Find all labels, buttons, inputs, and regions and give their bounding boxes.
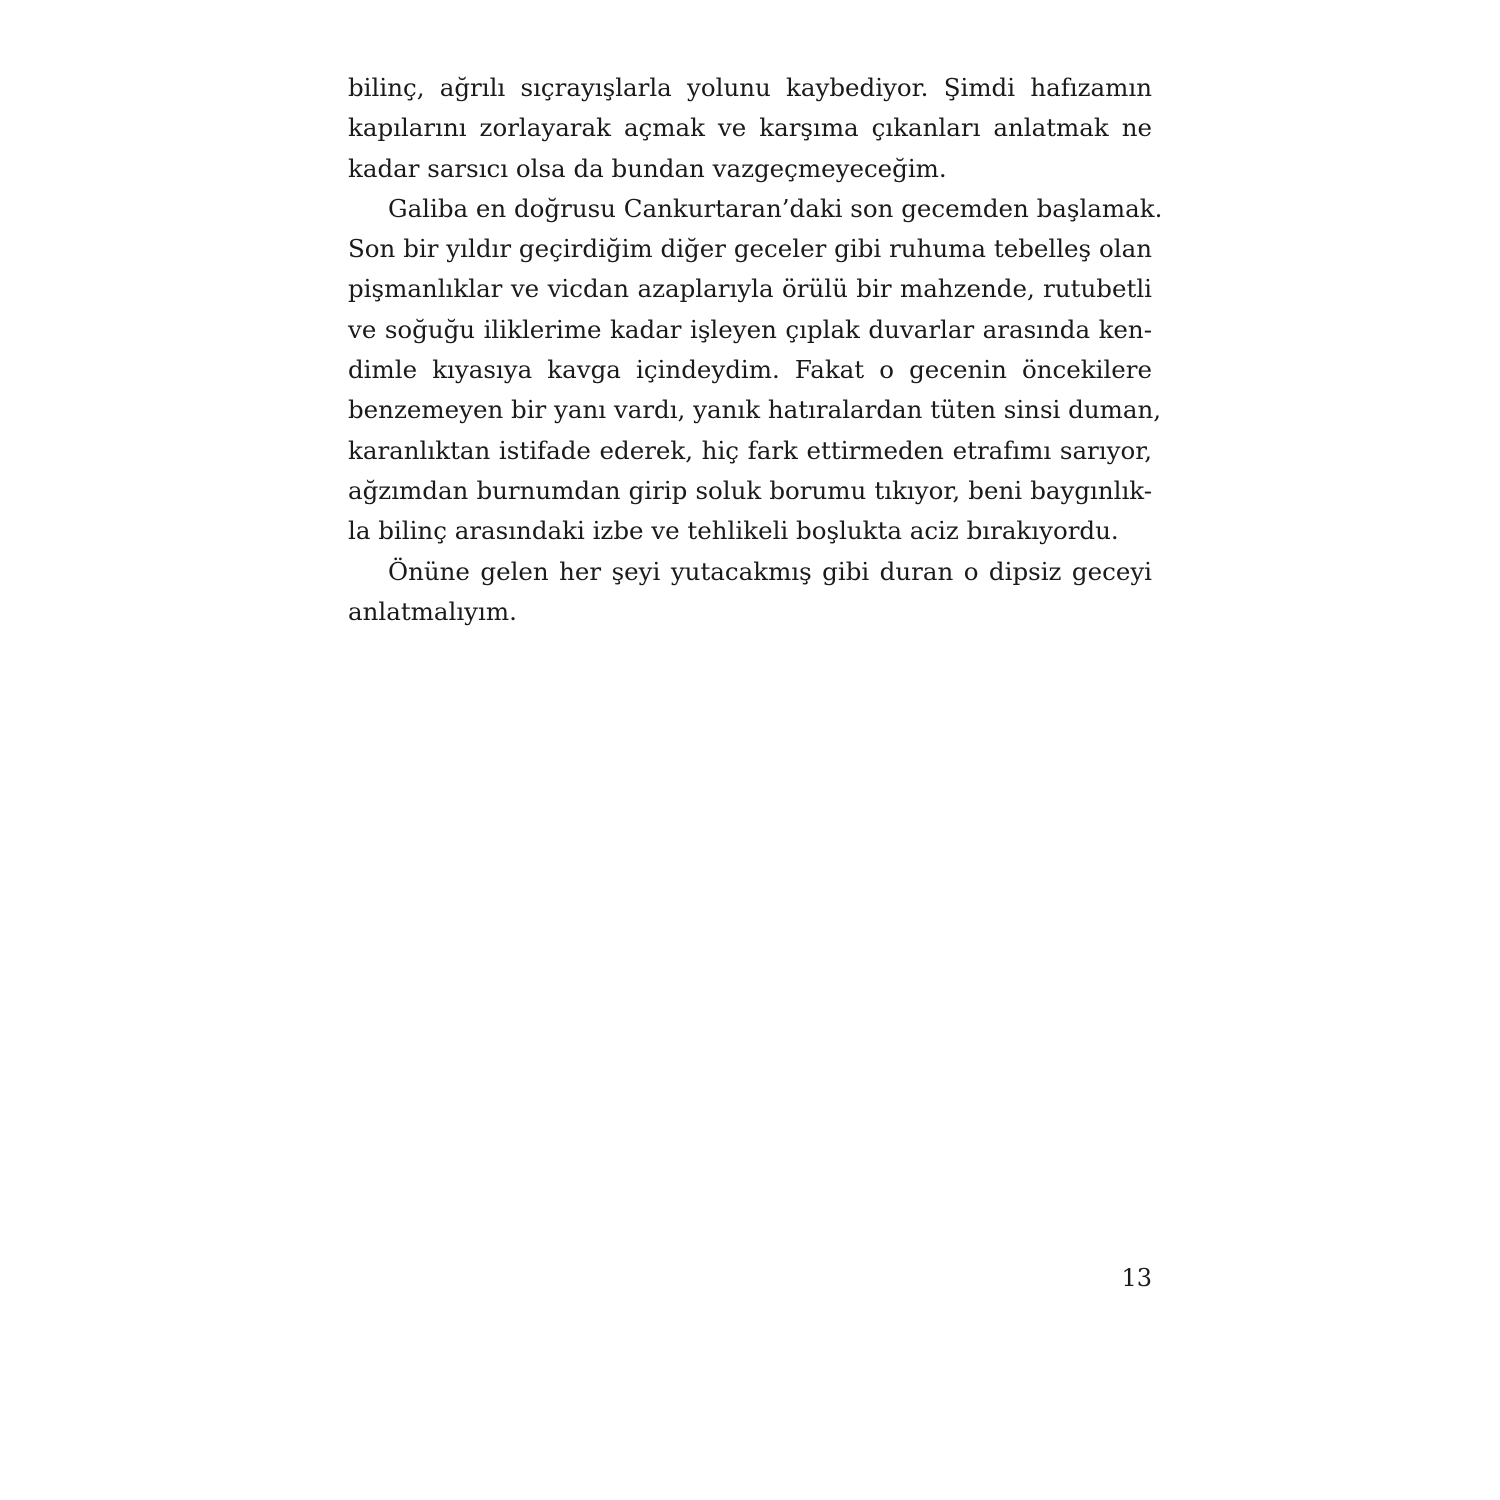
paragraph-1 <box>348 68 1152 189</box>
text-line: kadar sarsıcı olsa da bundan vazgeçmeyeceğim. <box>348 153 947 183</box>
text-line: dimle kıyasıya kavga içindeydim. Fakat o gecenin öncekilere <box>348 355 1152 385</box>
text-line: Galiba en doğrusu Cankurtaran’daki son gecemden başlamak. <box>388 193 1163 223</box>
page-number: 13 <box>1121 1264 1152 1292</box>
text-line: ve soğuğu iliklerime kadar işleyen çıplak duvarlar arasında ken- <box>348 314 1152 344</box>
paragraph-2 <box>348 189 1163 552</box>
text-line: Son bir yıldır geçirdiğim diğer geceler gibi ruhuma tebelleş olan <box>348 234 1152 264</box>
text-line: pişmanlıklar ve vicdan azaplarıyla örülü bir mahzende, rutubetli <box>348 274 1152 304</box>
text-line: kapılarını zorlayarak açmak ve karşıma çıkanları anlatmak ne <box>348 113 1152 143</box>
paragraph-3 <box>348 552 1152 633</box>
text-line: karanlıktan istifade ederek, hiç fark ettirmeden etrafımı sarıyor, <box>348 435 1152 465</box>
text-line: anlatmalıyım. <box>348 596 517 626</box>
text-line: ağzımdan burnumdan girip soluk borumu tıkıyor, beni baygınlık- <box>348 475 1152 505</box>
text-line: la bilinç arasındaki izbe ve tehlikeli boşlukta aciz bırakıyordu. <box>348 516 1119 546</box>
text-line: Önüne gelen her şeyi yutacakmış gibi duran o dipsiz geceyi <box>388 556 1152 586</box>
text-line: bilinç, ağrılı sıçrayışlarla yolunu kaybediyor. Şimdi hafızamın <box>348 73 1152 102</box>
text-line: benzemeyen bir yanı vardı, yanık hatıralardan tüten sinsi duman, <box>348 395 1162 425</box>
body-text <box>348 68 1163 632</box>
